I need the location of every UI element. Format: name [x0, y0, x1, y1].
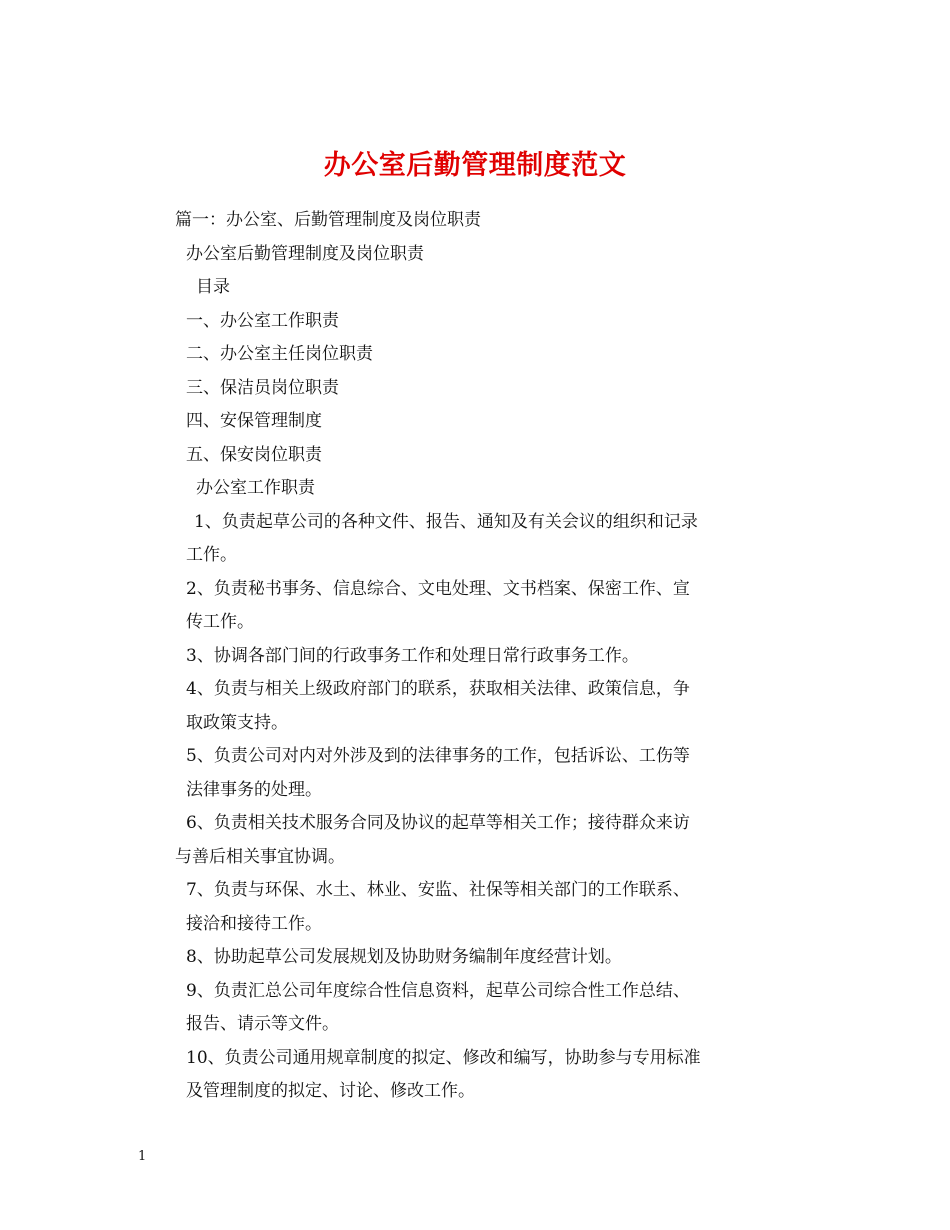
- paragraph-line: 10、负责公司通用规章制度的拟定、修改和编写，协助参与专用标准: [186, 1048, 701, 1068]
- paragraph-line: 5、负责公司对内对外涉及到的法律事务的工作，包括诉讼、工伤等: [186, 746, 690, 766]
- toc-heading: 目录: [196, 277, 230, 297]
- paragraph-line: 与善后相关事宜协调。: [175, 847, 345, 867]
- page-title: 办公室后勤管理制度范文: [323, 150, 627, 182]
- paragraph-line: 2、负责秘书事务、信息综合、文电处理、文书档案、保密工作、宣: [186, 579, 690, 599]
- paragraph-line: 法律事务的处理。: [186, 780, 322, 800]
- paragraph-line: 及管理制度的拟定、讨论、修改工作。: [186, 1081, 475, 1101]
- paragraph-line: 传工作。: [186, 612, 254, 632]
- paragraph-line: 接洽和接待工作。: [186, 914, 322, 934]
- toc-item: 三、保洁员岗位职责: [186, 378, 339, 398]
- paragraph-line: 9、负责汇总公司年度综合性信息资料，起草公司综合性工作总结、: [186, 981, 690, 1001]
- subtitle: 办公室后勤管理制度及岗位职责: [186, 244, 424, 264]
- toc-item: 一、办公室工作职责: [186, 311, 339, 331]
- toc-item: 四、安保管理制度: [186, 411, 322, 431]
- page-number: 1: [138, 1149, 147, 1164]
- paragraph-line: 4、负责与相关上级政府部门的联系，获取相关法律、政策信息，争: [186, 679, 690, 699]
- paragraph-line: 工作。: [186, 545, 237, 565]
- paragraph-line: 1、负责起草公司的各种文件、报告、通知及有关会议的组织和记录: [194, 512, 698, 532]
- paragraph-line: 6、负责相关技术服务合同及协议的起草等相关工作；接待群众来访: [186, 813, 690, 833]
- paragraph-line: 7、负责与环保、水土、林业、安监、社保等相关部门的工作联系、: [186, 880, 690, 900]
- paragraph-line: 取政策支持。: [186, 713, 288, 733]
- toc-item: 二、办公室主任岗位职责: [186, 344, 373, 364]
- paragraph-line: 8、协助起草公司发展规划及协助财务编制年度经营计划。: [186, 947, 622, 967]
- paragraph-line: 报告、请示等文件。: [186, 1014, 339, 1034]
- toc-item: 五、保安岗位职责: [186, 445, 322, 465]
- section-heading: 篇一：办公室、后勤管理制度及岗位职责: [175, 210, 481, 230]
- paragraph-line: 3、协调各部门间的行政事务工作和处理日常行政事务工作。: [186, 646, 639, 666]
- section-heading: 办公室工作职责: [196, 478, 315, 498]
